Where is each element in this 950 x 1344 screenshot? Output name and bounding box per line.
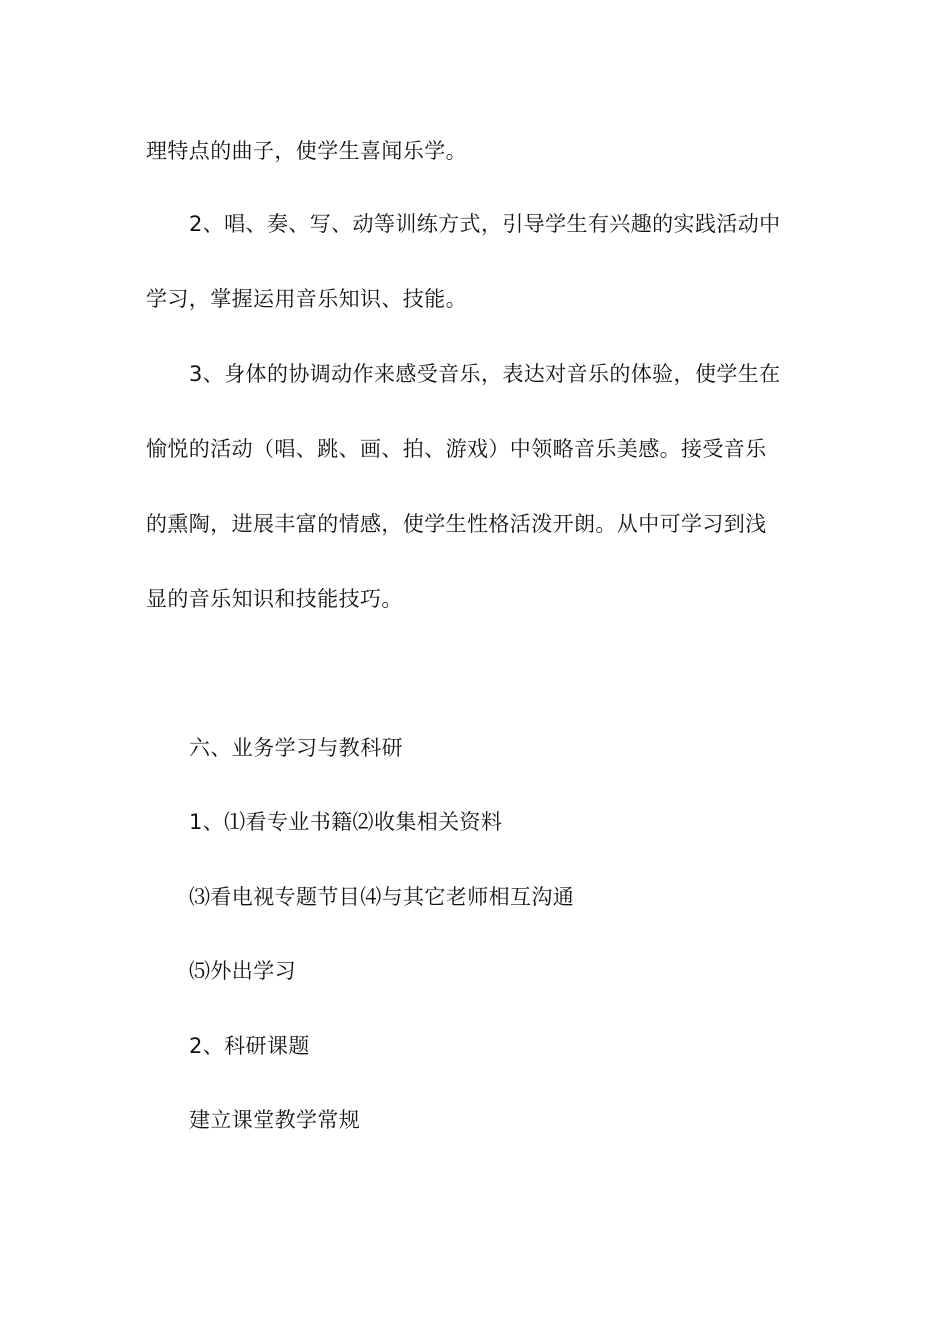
paragraph-line-5: 愉悦的活动（唱、跳、画、拍、游戏）中领略音乐美感。接受音乐 bbox=[146, 437, 767, 461]
paragraph-line-7: 显的音乐知识和技能技巧。 bbox=[146, 587, 403, 611]
list-item-1: 1、⑴看专业书籍⑵收集相关资料 bbox=[189, 810, 503, 834]
paragraph-line-6: 的熏陶，进展丰富的情感，使学生性格活泼开朗。从中可学习到浅 bbox=[146, 512, 767, 536]
paragraph-line-2: 2、唱、奏、写、动等训练方式，引导学生有兴趣的实践活动中 bbox=[189, 212, 781, 236]
list-item-5: 建立课堂教学常规 bbox=[189, 1108, 361, 1132]
paragraph-line-1: 理特点的曲子，使学生喜闻乐学。 bbox=[146, 139, 467, 163]
section-heading: 六、业务学习与教科研 bbox=[189, 736, 403, 760]
paragraph-line-4: 3、身体的协调动作来感受音乐，表达对音乐的体验，使学生在 bbox=[189, 362, 781, 386]
paragraph-line-3: 学习，掌握运用音乐知识、技能。 bbox=[146, 287, 467, 311]
list-item-2: ⑶看电视专题节目⑷与其它老师相互沟通 bbox=[189, 885, 575, 909]
list-item-4: 2、科研课题 bbox=[189, 1034, 310, 1058]
list-item-3: ⑸外出学习 bbox=[189, 959, 296, 983]
